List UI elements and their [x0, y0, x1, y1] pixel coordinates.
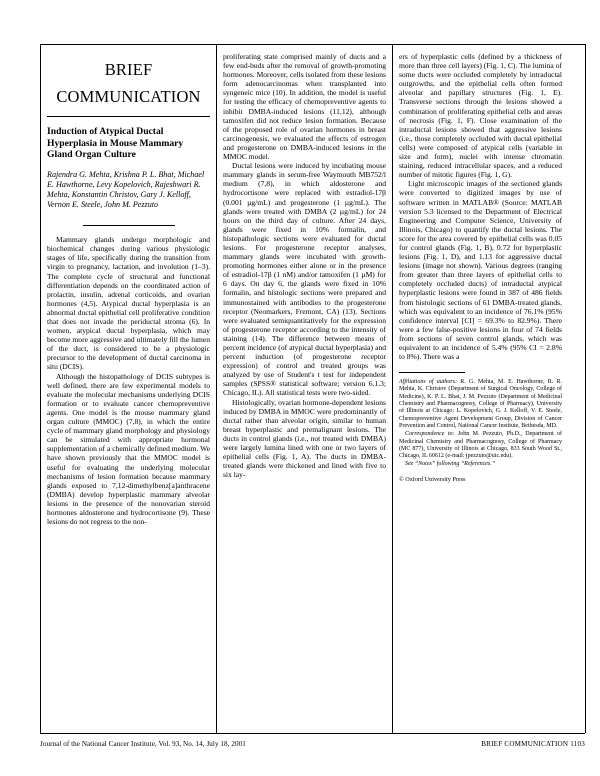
column-three [399, 52, 562, 484]
see-notes-footnote [399, 461, 562, 468]
column-divider-1 [216, 44, 217, 733]
body-paragraph: Although the histopathology of DCIS subtypes is well defined, there are few experimental models to evaluate the molecular mechanisms underlying DCIS formation or to evaluate cancer chemopreventive agents. One model is the mouse mammary gland organ culture (MMOC) (7,8), in which the entire cycle of mammary gland morphology and physiology can be simulated with appropriate hormonal supplementation of a chemically defined medium. We have shown previously that the MMOC model is useful for evaluating the underlying molecular mechanisms of lesion formation because mammary glands exposed to 7,12-dimethylbenz[a]anthracene (DMBA) develop hyperplastic mammary alveolar lesions in the presence of the nonovarian steroid hormones aldosterone and hydrocortisone (9). These lesions do not regress to the non- [47, 371, 210, 527]
page-rule-top [40, 44, 585, 45]
page-rule-bottom [40, 733, 585, 734]
column-divider-left [40, 44, 41, 733]
correspondence-label: Correspondence to: [405, 431, 455, 438]
body-paragraph: Mammary glands undergo morphologic and biochemical changes during various physiologic stages of life, specifically during the transition from virgin to pregnancy, lactation, and involution (1–3). The complete cycle of structural and functional differentiation depends on the coordinated action of prolactin, insulin, adrenal corticoids, and ovarian hormones (4,5). Atypical ductal hyperplasia is an abnormal ductal epithelial cell proliferative condition that does not invade the periductal stroma (6). In women, atypical ductal hyperplasia, which may become more aggressive and ultimately fill the lumen of the duct, is considered to be a physiologic precursor to the development of ductal carcinoma in situ (DCIS). [47, 235, 210, 372]
masthead-rule [47, 116, 210, 117]
masthead-line-2: COMMUNICATION [56, 87, 201, 106]
author-list: Rajendra G. Mehta, Krishna P. L. Bhat, Michael E. Hawthorne, Levy Kopelovich, Rajeshwari R. Mehta, Konstantin Christov, Gary J. Kelloff, Vernon E. Steele, John M. Pezzuto [47, 169, 205, 210]
column-divider-2 [392, 44, 393, 733]
body-paragraph: Light microscopic images of the sectioned glands were converted to digitized images by use of software written in MATLAB® (Source: MATLAB version 5.3 licensed to the Department of Electrical Engineering and Computer Science, University of Illinois, Chicago) to quantify the ductal lesions. The score for the area covered by epithelial cells was 0.05 for control glands (Fig. 1, B), 0.72 for hyperplastic lesions (Fig. 1, D), and 1.13 for aggressive ductal lesions (image not shown). Various degrees (ranging from greater than three layers of epithelial cells to completely occluded ducts) of intraductal atypical hyperplastic lesions were found in 387 of 486 fields from histologic sections of 61 DMBA-treated glands, which was equivalent to an incidence of 76.1% (95% confidence interval [CI] = 69.3% to 82.9%). There were a few false-positive lesions in four of 74 fields from sections of seven control glands, which was equivalent to an incidence of 5.4% (95% CI = 2.8% to 8%). There was a [399, 179, 562, 362]
body-paragraph: Ductal lesions were induced by incubating mouse mammary glands in serum-free Waymouth MB752/l medium (7,8), in which aldosterone and hydrocortisone were replaced with estradiol-17β (0.001 µg/mL) and progesterone (1 µg/mL). The glands were treated with DMBA (2 µg/mL) for 24 hours on the third day of culture. After 24 days, glands were fixed in 10% formalin, and histopathologic sections were evaluated for ductal lesions. For progesterone receptor analyses, mammary glands were incubated with growth-promoting hormones either alone or in the presence of estradiol-17β (1 nM) and/or tamoxifen (1 µM) for 6 days. On day 6, the glands were fixed in 10% formalin, and histologic sections were prepared and immunostained with antibodies to the progesterone receptor (Neomarkers, Fremont, CA) (13). Sections were evaluated semiquantitatively for the expression of progesterone receptor according to the intensity of staining (14). The difference between means of percent incidence (of atypical ductal hyperplasia) and percent induction (of progesterone receptor expression) of control and treated groups was analyzed by use of Student's t test for independent samples (SPSS® statistical software; version 6.1.3; Chicago, IL). All statistical tests were two-sided. [223, 161, 386, 398]
affiliations-label: Affiliations of authors: [399, 379, 458, 386]
body-paragraph: proliferating state comprised mainly of ducts and a few end-buds after the removal of growth-promoting hormones. Moreover, cells isolated from these lesions form adenocarcinomas when transplanted into syngeneic mice (10). In addition, the model is useful for testing the efficacy of chemopreventive agents to inhibit DMBA-induced lesions (11,12), although tamoxifen did not reduce lesion formation. Because of the proposed role of ovarian hormones in breast carcinogenesis, we evaluated the effects of estrogen and progesterone on DMBA-induced lesions in the MMOC model. [223, 52, 386, 162]
affiliations-text: R. G. Mehta, M. E. Hawthorne, R. R. Mehta, K. Christov (Department of Surgical Oncology, College of Medicine), K. P. L. Bhat, J. M. Pezzuto (Department of Medicinal Chemistry and Pharmacognosy, College of Pharmacy), University of Illinois at Chicago; L. Kopelovich, G. J. Kelloff, V. E. Steele, Chemopreventive Agent Development Group, Division of Cancer Prevention and Control, National Cancer Institute, Bethesda, MD. [399, 379, 563, 429]
title-separator-rule [83, 225, 175, 226]
article-title: Induction of Atypical Ductal Hyperplasia in Mouse Mammary Gland Organ Culture [47, 126, 184, 161]
footer-section-and-page: BRIEF COMMUNICATION 1103 [481, 740, 585, 748]
masthead-line-1: BRIEF [104, 60, 153, 79]
correspondence-footnote [399, 431, 562, 460]
affiliations-footnote [399, 379, 562, 430]
footer-journal-citation: Journal of the National Cancer Institute, Vol. 93, No. 14, July 18, 2001 [40, 740, 246, 748]
footnote-separator-rule [399, 372, 465, 373]
correspondence-text: John M. Pezzuto, Ph.D., Department of Medicinal Chemistry and Pharmacognosy, College of Pharmacy (MC 877), University of Illinois at Chicago, 833 South Wood St., Chicago, IL 60612 (e-mail: jpezzuto@uic.edu). [399, 431, 562, 460]
see-notes-text: See “Notes” following “References.” [405, 461, 496, 468]
column-two [223, 52, 386, 479]
column-divider-right [585, 44, 586, 733]
body-paragraph: Histologically, ovarian hormone-dependent lesions induced by DMBA in MMOC were predominantly of ductal rather than alveolar origin, similar to human breast hyperplastic and premalignant lesions. The ducts in control glands (i.e., not treated with DMBA) were largely lumina lined with one or two layers of epithelial cells (Fig. 1, A). The ducts in DMBA-treated glands were thickened and lined with five to six lay- [223, 397, 386, 480]
body-paragraph: ers of hyperplastic cells (defined by a thickness of more than three cell layers) (Fig. 1, C). The lumina of some ducts were occluded completely by intraductal outgrowths, and the epithelial cells often formed alveolar and papillary structures (Fig. 1, E). Transverse sections through the lesions showed a combination of proliferating epithelial cells and areas of necrosis (Fig. 1, F). Close examination of the intraductal lesions showed that aggressive lesions (i.e., those completely occluded with ductal epithelial cells) were composed of atypical cells (variable in size and form), nuclei with intense chromatin staining, reduced intracellular spaces, and a reduced number of mitotic figures (Fig. 1, G). [399, 52, 562, 180]
copyright-line: © Oxford University Press [399, 475, 466, 483]
column-one [47, 52, 210, 526]
